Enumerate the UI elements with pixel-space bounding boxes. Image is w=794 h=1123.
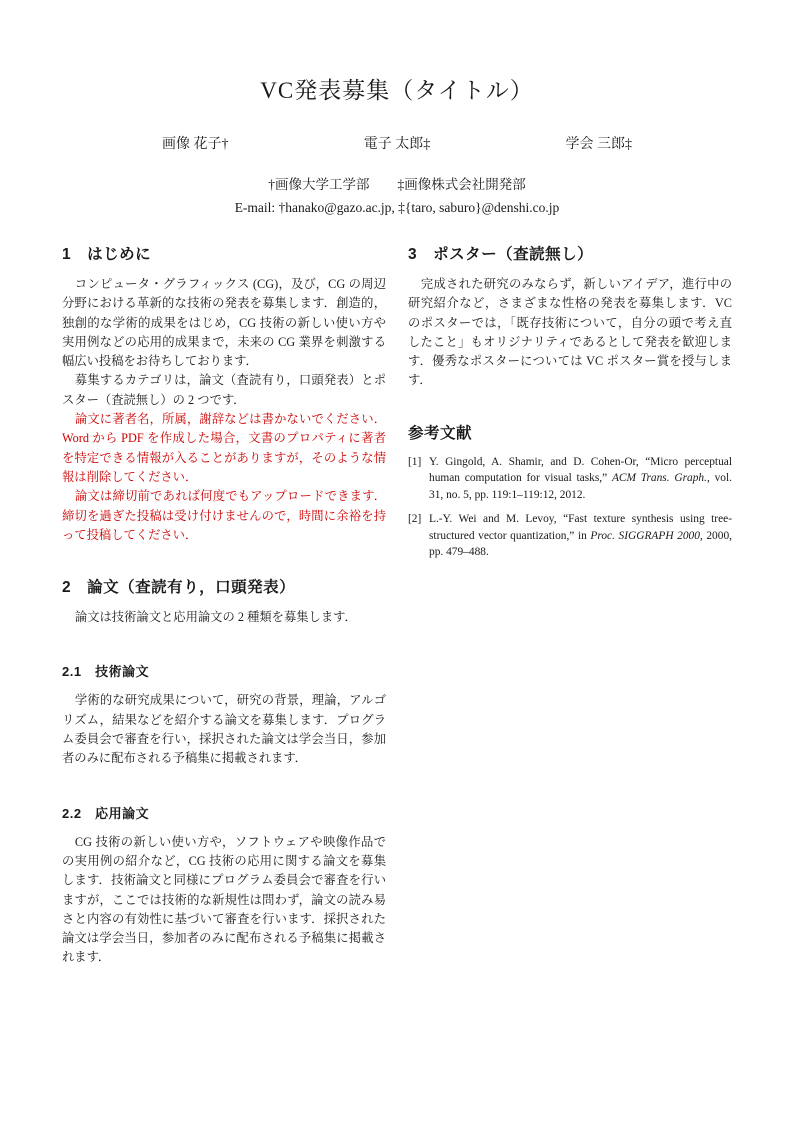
page-title: VC発表募集（タイトル） [260,78,534,103]
reference-1-post: , vol. 31, no. 5, pp. 119:1–119:12, 2012. [429,472,732,501]
reference-2-proceedings: Proc. SIGGRAPH 2000 [590,529,700,542]
technical-papers-paragraph: 学術的な研究成果について，研究の背景，理論，アルゴリズム，結果などを紹介する論文を募集します．プログラム委員会で審査を行い，採択された論文は学会当日，参加者のみに配布される予稿集に掲載されます． [62,693,386,766]
authors-row [162,133,632,153]
intro-paragraph-1: コンピュータ・グラフィックス (CG)，及び，CG の周辺分野における革新的な技術の発表を募集します．創造的，独創的な学術的成果をはじめ，CG 技術の新しい使い方や実用例などの応用的成果まで，未来の CG 業界を刺激する幅広い投稿をお待ちしております． [62,277,386,369]
affiliation-1: †画像大学工学部 [268,177,370,192]
reference-text-1 [429,454,732,504]
subsection-heading-technical-papers: 2.1 技術論文 [62,664,150,680]
author-name-3: 学会 三郎‡ [565,137,632,152]
email-line: E-mail: †hanako@gazo.ac.jp, ‡{taro, saburo}@denshi.co.jp [234,200,560,215]
reference-label-1: [1] [408,455,422,468]
reference-item-1 [408,454,732,504]
section-heading-poster: 3 ポスター（査読無し） [408,246,594,263]
application-papers-paragraph: CG 技術の新しい使い方や，ソフトウェアや映像作品での実用例の紹介など，CG 技術の応用に関する論文を募集します．技術論文と同様にプログラム委員会で審査を行いますが，ここでは技術的な新規性は問わず，論文の読み易さと内容の有効性に基づいて審査を行います．採択された論文は学会当日，参加者のみに配布される予稿集に掲載されます． [62,834,386,965]
section-heading-references: 参考文献 [408,424,473,442]
papers-paragraph-1: 論文は技術論文と応用論文の 2 種類を募集します． [74,610,357,625]
reference-label-2: [2] [408,513,422,526]
intro-warning-1: 論文に著者名，所属，謝辞などは書かないでください．Word から PDF を作成した場合，文書のプロパティに著者を特定できる情報が入ることがありますが，そのような情報は削除してください． [62,412,386,484]
section-heading-papers: 2 論文（査読有り，口頭発表） [62,579,296,597]
affiliations-row [62,173,732,193]
subsection-heading-application-papers: 2.2 応用論文 [62,805,150,821]
reference-list [408,454,732,561]
author-name-1: 画像 花子† [162,137,229,152]
intro-paragraph-2: 募集するカテゴリは，論文（査読有り，口頭発表）とポスター（査読無し）の 2 つです． [62,373,386,407]
reference-2-post: , 2000, pp. 479–488. [429,529,732,559]
author-name-2: 電子 太郎‡ [363,137,431,152]
two-column-layout [62,242,732,968]
intro-warning-2: 論文は締切前であれば何度でもアップロードできます．締切を過ぎた投稿は受け付けませんので，時間に余裕を持って投稿してください． [62,489,386,542]
reference-1-pre: Y. Gingold, A. Shamir, and D. Cohen-Or, “Micro perceptual human computation for visual tasks,” [429,455,732,485]
reference-text-2 [429,511,732,561]
reference-2-pre: L.-Y. Wei and M. Levoy, “Fast texture synthesis using tree-structured vector quantization,” in [429,513,732,542]
poster-paragraph-1: 完成された研究のみならず，新しいアイデア，進行中の研究紹介など，さまざまな性格の発表を募集します．VC のポスターでは，「既存技術について，自分の頭で考え直したこと」もオリジナリティであるとして発表を歓迎します．優秀なポスターについては VC ポスター賞を授与します． [408,277,732,388]
affiliation-2: ‡画像株式会社開発部 [397,177,526,192]
reference-item-2 [408,511,732,561]
reference-1-journal: ACM Trans. Graph. [611,472,707,485]
right-column [408,242,732,968]
section-heading-intro: 1 はじめに [62,246,152,263]
left-column [62,242,386,968]
